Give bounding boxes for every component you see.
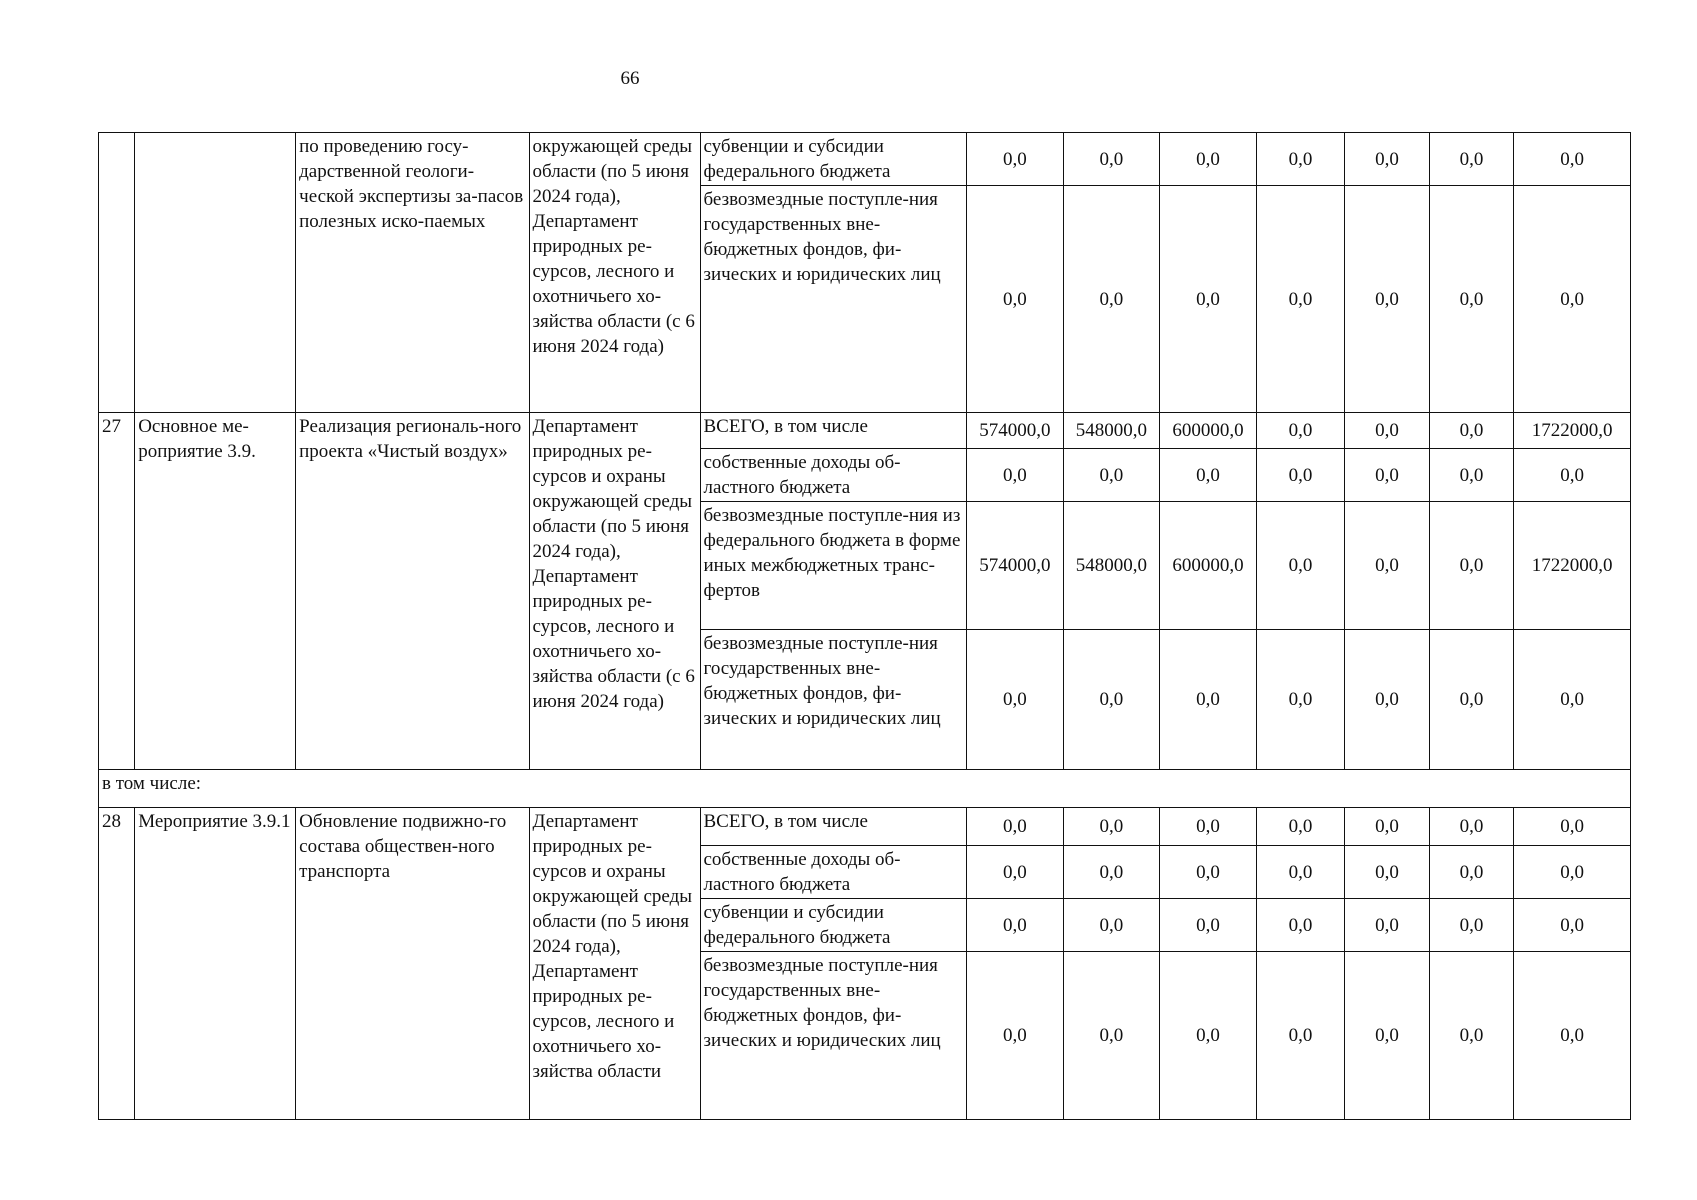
value-cell: 0,0 xyxy=(1429,846,1513,899)
value-cell: 0,0 xyxy=(1429,952,1513,1120)
row-number-cell xyxy=(99,133,135,413)
funding-source-cell: собственные доходы об-ластного бюджета xyxy=(700,846,967,899)
executor-cell: Департамент природных ре-сурсов и охраны окружающей среды области (по 5 июня 2024 года), Департамент природных ре-сурсов, лесного и охотничьего хо-зяйства области xyxy=(529,808,700,1120)
value-cell: 0,0 xyxy=(1160,808,1257,846)
value-cell: 0,0 xyxy=(967,846,1064,899)
value-cell: 0,0 xyxy=(1063,952,1160,1120)
value-cell: 0,0 xyxy=(967,899,1064,952)
row-number-cell: 28 xyxy=(99,808,135,1120)
value-cell: 0,0 xyxy=(967,630,1064,770)
value-cell: 0,0 xyxy=(1429,630,1513,770)
value-cell: 0,0 xyxy=(1345,808,1429,846)
activity-desc-cell: по проведению госу-дарственной геологи-ческой экспертизы за-пасов полезных иско-паемых xyxy=(296,133,529,413)
value-cell: 0,0 xyxy=(1514,133,1631,186)
activity-title-cell xyxy=(135,133,296,413)
value-cell: 0,0 xyxy=(1256,449,1345,502)
value-cell: 0,0 xyxy=(1160,186,1257,413)
value-cell: 0,0 xyxy=(1345,502,1429,630)
table-row xyxy=(99,413,1631,449)
funding-source-cell: ВСЕГО, в том числе xyxy=(700,413,967,449)
value-cell: 0,0 xyxy=(1256,502,1345,630)
value-cell: 0,0 xyxy=(1256,413,1345,449)
value-cell: 0,0 xyxy=(967,186,1064,413)
value-cell: 0,0 xyxy=(1063,899,1160,952)
activity-title-cell: Основное ме-роприятие 3.9. xyxy=(135,413,296,770)
value-cell: 0,0 xyxy=(1429,502,1513,630)
value-cell: 0,0 xyxy=(1256,133,1345,186)
funding-source-cell: субвенции и субсидии федерального бюджета xyxy=(700,899,967,952)
funding-source-cell: собственные доходы об-ластного бюджета xyxy=(700,449,967,502)
value-cell: 574000,0 xyxy=(967,413,1064,449)
value-cell: 0,0 xyxy=(1063,133,1160,186)
value-cell: 600000,0 xyxy=(1160,502,1257,630)
value-cell: 0,0 xyxy=(1429,808,1513,846)
value-cell: 600000,0 xyxy=(1160,413,1257,449)
section-label: в том числе: xyxy=(99,770,1631,808)
value-cell: 0,0 xyxy=(1429,186,1513,413)
value-cell: 0,0 xyxy=(1160,630,1257,770)
value-cell: 0,0 xyxy=(1345,630,1429,770)
value-cell: 0,0 xyxy=(1256,899,1345,952)
value-cell: 0,0 xyxy=(1063,846,1160,899)
value-cell: 0,0 xyxy=(1429,899,1513,952)
page-number: 66 xyxy=(620,68,640,89)
value-cell: 0,0 xyxy=(967,808,1064,846)
value-cell: 1722000,0 xyxy=(1514,502,1631,630)
funding-source-cell: безвозмездные поступле-ния государственных вне-бюджетных фондов, фи-зических и юридических лиц xyxy=(700,630,967,770)
value-cell: 0,0 xyxy=(1345,449,1429,502)
value-cell: 0,0 xyxy=(1256,186,1345,413)
value-cell: 0,0 xyxy=(1063,186,1160,413)
value-cell: 0,0 xyxy=(1160,133,1257,186)
value-cell: 0,0 xyxy=(1063,808,1160,846)
funding-source-cell: субвенции и субсидии федерального бюджета xyxy=(700,133,967,186)
value-cell: 548000,0 xyxy=(1063,502,1160,630)
value-cell: 0,0 xyxy=(1429,133,1513,186)
funding-source-cell: ВСЕГО, в том числе xyxy=(700,808,967,846)
funding-source-cell: безвозмездные поступле-ния государственных вне-бюджетных фондов, фи-зических и юридических лиц xyxy=(700,186,967,413)
value-cell: 0,0 xyxy=(1160,846,1257,899)
activity-title-cell: Мероприятие 3.9.1 xyxy=(135,808,296,1120)
value-cell: 0,0 xyxy=(967,449,1064,502)
budget-table xyxy=(98,132,1631,1120)
value-cell: 0,0 xyxy=(1256,630,1345,770)
value-cell: 0,0 xyxy=(1514,449,1631,502)
value-cell: 0,0 xyxy=(1256,952,1345,1120)
value-cell: 1722000,0 xyxy=(1514,413,1631,449)
value-cell: 0,0 xyxy=(1063,449,1160,502)
value-cell: 0,0 xyxy=(1514,630,1631,770)
value-cell: 0,0 xyxy=(1345,952,1429,1120)
value-cell: 0,0 xyxy=(967,952,1064,1120)
value-cell: 0,0 xyxy=(1345,133,1429,186)
table-row xyxy=(99,133,1631,186)
value-cell: 0,0 xyxy=(1345,899,1429,952)
value-cell: 0,0 xyxy=(1345,413,1429,449)
value-cell: 0,0 xyxy=(1160,952,1257,1120)
value-cell: 0,0 xyxy=(1514,846,1631,899)
funding-source-cell: безвозмездные поступле-ния из федерального бюджета в форме иных межбюджетных транс-фертов xyxy=(700,502,967,630)
value-cell: 0,0 xyxy=(1514,808,1631,846)
value-cell: 0,0 xyxy=(1514,952,1631,1120)
value-cell: 0,0 xyxy=(1063,630,1160,770)
value-cell: 0,0 xyxy=(1429,449,1513,502)
value-cell: 0,0 xyxy=(1345,186,1429,413)
executor-cell: окружающей среды области (по 5 июня 2024 года), Департамент природных ре-сурсов, лесного и охотничьего хо-зяйства области (с 6 июня 2024 года) xyxy=(529,133,700,413)
value-cell: 0,0 xyxy=(1345,846,1429,899)
value-cell: 574000,0 xyxy=(967,502,1064,630)
value-cell: 0,0 xyxy=(1514,899,1631,952)
section-row xyxy=(99,770,1631,808)
value-cell: 0,0 xyxy=(1256,846,1345,899)
value-cell: 0,0 xyxy=(967,133,1064,186)
value-cell: 548000,0 xyxy=(1063,413,1160,449)
value-cell: 0,0 xyxy=(1429,413,1513,449)
activity-desc-cell: Реализация региональ-ного проекта «Чистый воздух» xyxy=(296,413,529,770)
row-number-cell: 27 xyxy=(99,413,135,770)
value-cell: 0,0 xyxy=(1514,186,1631,413)
activity-desc-cell: Обновление подвижно-го состава обществен-ного транспорта xyxy=(296,808,529,1120)
funding-source-cell: безвозмездные поступле-ния государственных вне-бюджетных фондов, фи-зических и юридических лиц xyxy=(700,952,967,1120)
value-cell: 0,0 xyxy=(1256,808,1345,846)
value-cell: 0,0 xyxy=(1160,449,1257,502)
value-cell: 0,0 xyxy=(1160,899,1257,952)
table-row xyxy=(99,808,1631,846)
executor-cell: Департамент природных ре-сурсов и охраны окружающей среды области (по 5 июня 2024 года), Департамент природных ре-сурсов, лесного и охотничьего хо-зяйства области (с 6 июня 2024 года) xyxy=(529,413,700,770)
